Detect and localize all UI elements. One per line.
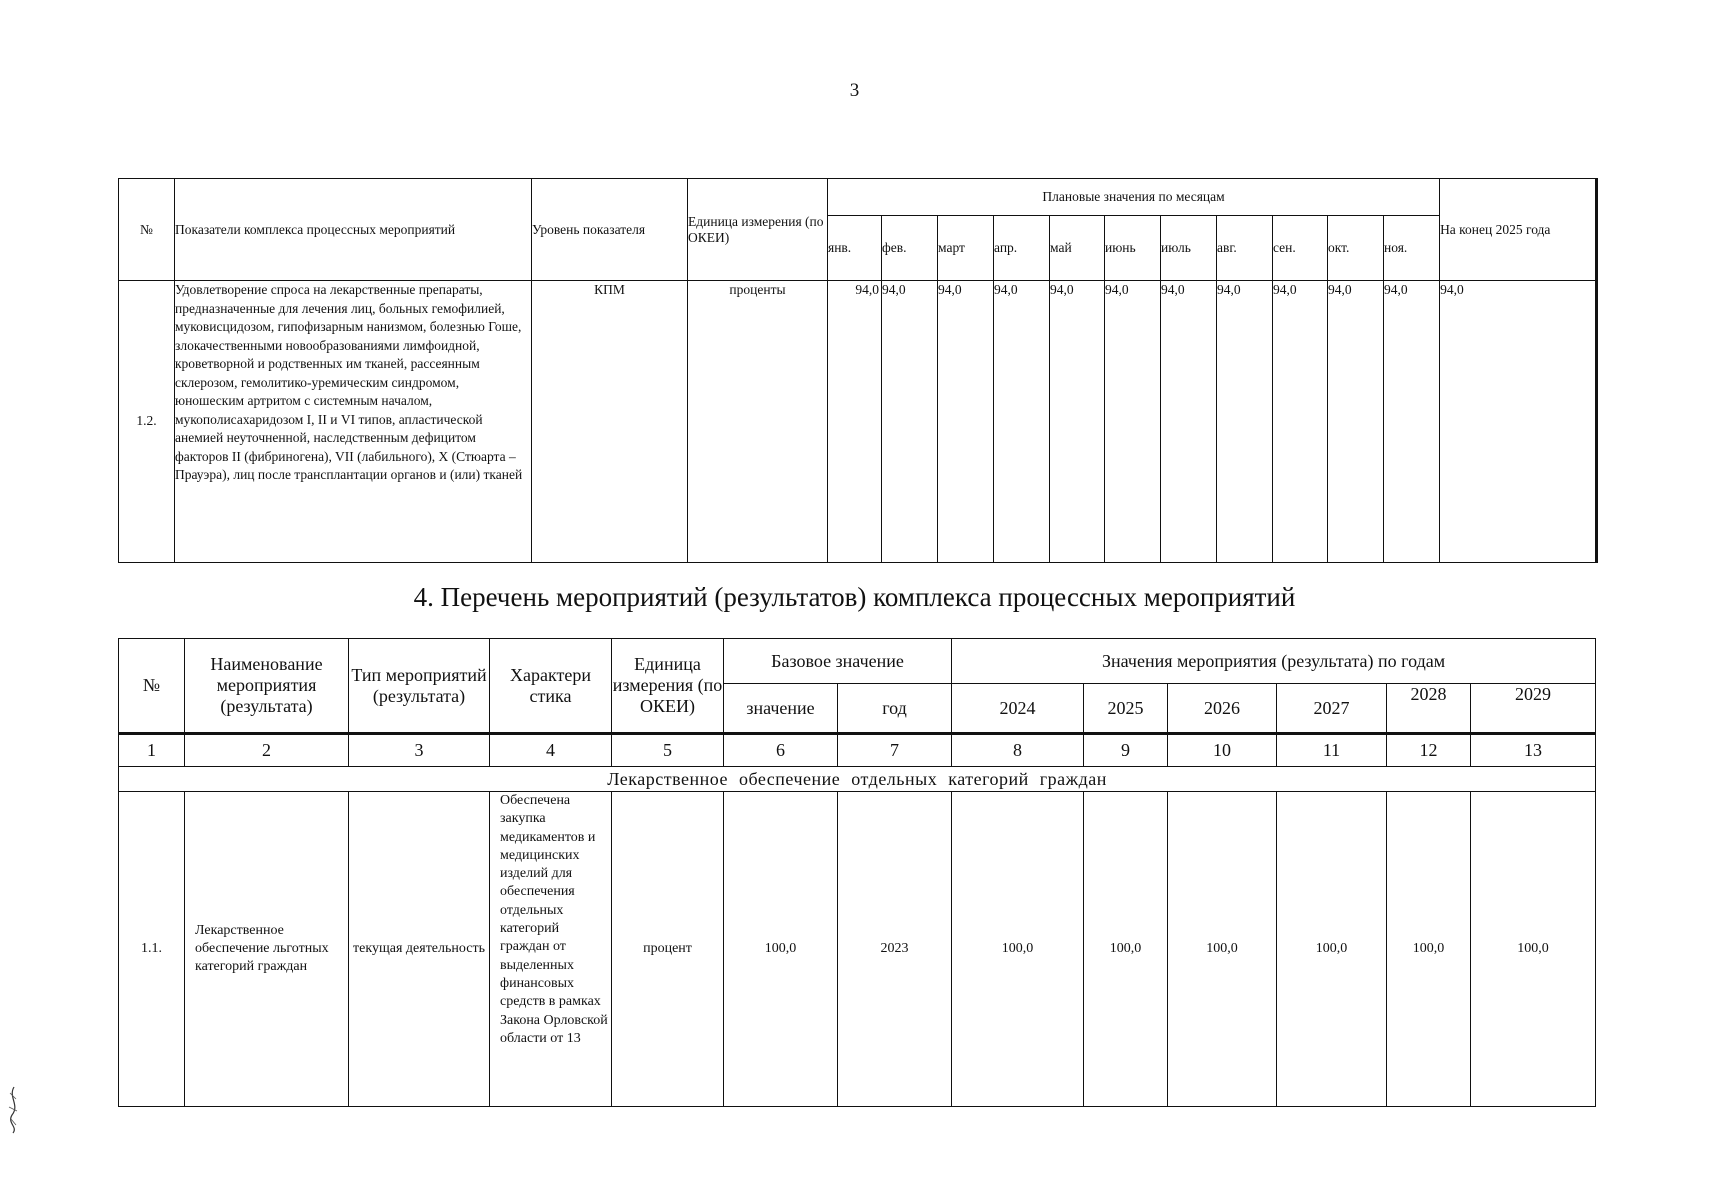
month-value: 94,0 [1384, 281, 1440, 563]
index-cell: 6 [724, 734, 838, 767]
index-cell: 8 [952, 734, 1084, 767]
month-header: янв. [828, 216, 882, 281]
month-value: 94,0 [828, 281, 882, 563]
year-header: 2024 [952, 684, 1084, 734]
header-base-year: год [838, 684, 952, 734]
index-cell: 1 [119, 734, 185, 767]
index-cell: 4 [490, 734, 612, 767]
activities-table [118, 638, 1596, 1107]
month-value: 94,0 [882, 281, 938, 563]
month-value: 94,0 [1273, 281, 1328, 563]
year-header: 2028 [1387, 684, 1471, 734]
row-num: 1.2. [119, 281, 175, 563]
table-row [119, 792, 1596, 1107]
month-value: 94,0 [1050, 281, 1105, 563]
row-num: 1.1. [119, 792, 185, 1107]
month-header: окт. [1328, 216, 1384, 281]
year-header: 2027 [1277, 684, 1387, 734]
row-indicator: Удовлетворение спроса на лекарственные препараты, предназначенные для лечения лиц, больных гемофилией, муковисцидозом, гипофизарным нанизмом, болезнью Гоше, злокачественными новообразованиями лимфоидной, кроветворной и родственных им тканей, рассеянным склерозом, гемолитико-уремическим синдромом, юношеским артритом с системным началом, мукополисахаридозом I, II и VI типов, апластической анемией неуточненной, наследственным дефицитом факторов II (фибриногена), VII (лабильного), X (Стюарта – Прауэра), лиц после трансплантации органов и (или) тканей [175, 281, 532, 563]
index-cell: 5 [612, 734, 724, 767]
index-cell: 12 [1387, 734, 1471, 767]
end-of-year-value: 94,0 [1440, 281, 1597, 563]
month-value: 94,0 [1161, 281, 1217, 563]
header-unit: Единица измерения (по ОКЕИ) [612, 639, 724, 734]
year-value: 100,0 [1387, 792, 1471, 1107]
month-header: апр. [994, 216, 1050, 281]
section-row: Лекарственное обеспечение отдельных категорий граждан [119, 767, 1596, 792]
row-char: Обеспечена закупка медикаментов и медицинских изделий для обеспечения отдельных категорий граждан от выделенных финансовых средств в рамках Закона Орловской области от 13 [490, 792, 612, 1107]
header-name: Наименование мероприятия (результата) [185, 639, 349, 734]
year-header: 2029 [1471, 684, 1596, 734]
page-number: 3 [849, 80, 860, 101]
month-header: ноя. [1384, 216, 1440, 281]
index-cell: 3 [349, 734, 490, 767]
month-value: 94,0 [1328, 281, 1384, 563]
header-planned: Плановые значения по месяцам [828, 179, 1440, 216]
header-num: № [119, 179, 175, 281]
index-cell: 13 [1471, 734, 1596, 767]
month-header: фев. [882, 216, 938, 281]
header-by-years: Значения мероприятия (результата) по годам [952, 639, 1596, 684]
index-cell: 9 [1084, 734, 1168, 767]
month-header: март [938, 216, 994, 281]
row-name: Лекарственное обеспечение льготных категорий граждан [185, 792, 349, 1107]
section-title: 4. Перечень мероприятий (результатов) комплекса процессных мероприятий [413, 582, 1296, 612]
row-base-value: 100,0 [724, 792, 838, 1107]
month-value: 94,0 [1105, 281, 1161, 563]
month-header: авг. [1217, 216, 1273, 281]
header-num: № [119, 639, 185, 734]
month-value: 94,0 [938, 281, 994, 563]
row-base-year: 2023 [838, 792, 952, 1107]
row-type: текущая деятельность [349, 792, 490, 1107]
index-cell: 7 [838, 734, 952, 767]
year-value: 100,0 [1084, 792, 1168, 1107]
header-base-value: значение [724, 684, 838, 734]
row-unit: проценты [688, 281, 828, 563]
header-level: Уровень показателя [532, 179, 688, 281]
month-header: май [1050, 216, 1105, 281]
month-header: сен. [1273, 216, 1328, 281]
header-end-of-year: На конец 2025 года [1440, 179, 1597, 281]
indicators-table [118, 178, 1598, 563]
year-header: 2026 [1168, 684, 1277, 734]
row-level: КПМ [532, 281, 688, 563]
scan-artifact [4, 1085, 24, 1135]
row-unit: процент [612, 792, 724, 1107]
header-char: Характери стика [490, 639, 612, 734]
header-indicators: Показатели комплекса процессных мероприятий [175, 179, 532, 281]
table-row [119, 281, 1597, 563]
index-cell: 10 [1168, 734, 1277, 767]
year-value: 100,0 [952, 792, 1084, 1107]
header-base: Базовое значение [724, 639, 952, 684]
index-cell: 11 [1277, 734, 1387, 767]
header-unit: Единица измерения (по ОКЕИ) [688, 179, 828, 281]
year-value: 100,0 [1471, 792, 1596, 1107]
month-header: июль [1161, 216, 1217, 281]
index-cell: 2 [185, 734, 349, 767]
month-value: 94,0 [994, 281, 1050, 563]
header-type: Тип мероприятий (результата) [349, 639, 490, 734]
year-value: 100,0 [1168, 792, 1277, 1107]
year-value: 100,0 [1277, 792, 1387, 1107]
month-value: 94,0 [1217, 281, 1273, 563]
year-header: 2025 [1084, 684, 1168, 734]
month-header: июнь [1105, 216, 1161, 281]
